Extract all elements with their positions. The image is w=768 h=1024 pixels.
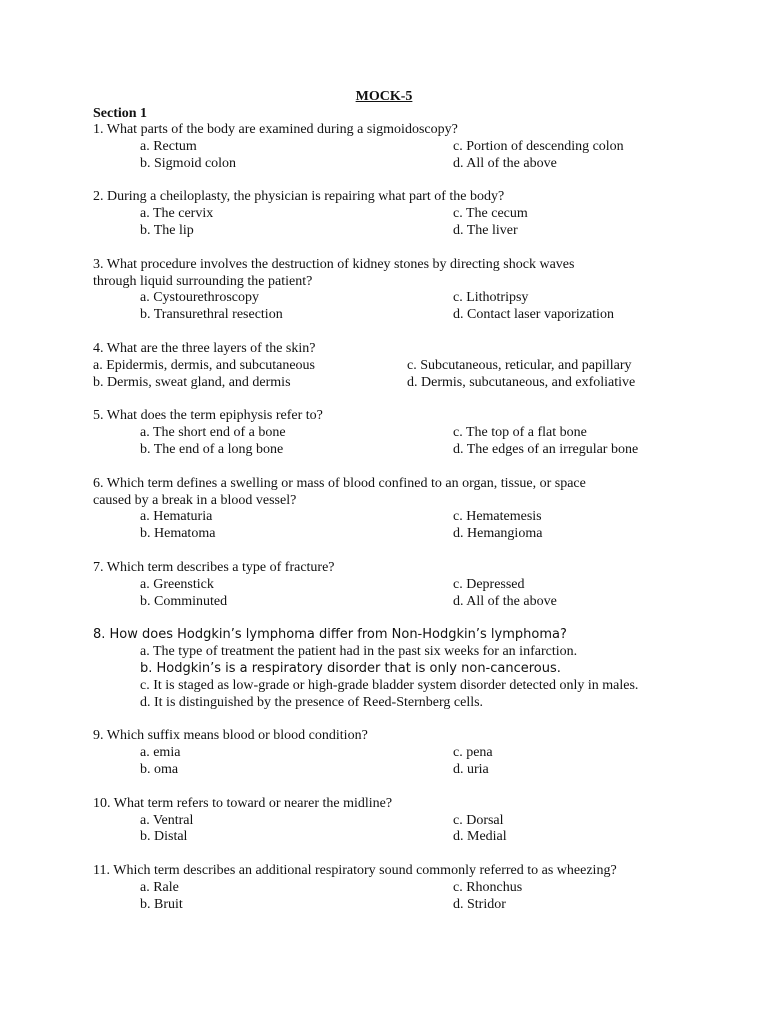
option-d: d. Medial <box>453 829 507 845</box>
option-b: b. Comminuted <box>140 593 228 609</box>
question-stem: 6. Which term defines a swelling or mass of blood confined to an organ, tissue, or space <box>93 475 586 491</box>
answer-options <box>93 577 693 611</box>
option-c: c. pena <box>453 745 493 761</box>
option-b: b. Sigmoid colon <box>140 155 237 171</box>
option-a: a. Hematuria <box>140 509 213 525</box>
option-d: d. Dermis, subcutaneous, and exfoliative <box>407 374 636 390</box>
question-9 <box>93 728 693 778</box>
question-stem: 1. What parts of the body are examined during a sigmoidoscopy? <box>93 122 458 137</box>
option-c: c. Portion of descending colon <box>453 138 624 154</box>
question-stem: 4. What are the three layers of the skin? <box>93 340 316 356</box>
option-c: c. Lithotripsy <box>453 290 529 306</box>
option-d: d. It is distinguished by the presence of Reed-Sternberg cells. <box>140 694 484 710</box>
option-a: a. The short end of a bone <box>140 425 286 441</box>
option-b: b. Hematoma <box>140 526 216 542</box>
option-c: c. Depressed <box>453 576 525 592</box>
option-b: b. The lip <box>140 222 194 238</box>
option-c: c. The cecum <box>453 206 528 222</box>
question-5 <box>93 408 693 458</box>
option-d: d. Stridor <box>453 896 506 912</box>
answer-options <box>93 813 693 847</box>
option-c: c. Subcutaneous, reticular, and papillary <box>407 357 632 373</box>
option-b: b. Dermis, sweat gland, and dermis <box>93 374 291 390</box>
option-a: a. The cervix <box>140 206 214 222</box>
option-a: a. Epidermis, dermis, and subcutaneous <box>93 357 316 373</box>
option-d: d. All of the above <box>453 593 557 609</box>
question-7 <box>93 560 693 610</box>
question-stem-continued: caused by a break in a blood vessel? <box>93 492 297 508</box>
option-b: b. Hodgkin’s is a respiratory disorder that is only non-cancerous. <box>140 660 561 676</box>
option-d: d. The liver <box>453 222 518 238</box>
option-d: d. Contact laser vaporization <box>453 307 614 323</box>
question-list <box>93 122 693 930</box>
section-heading: Section 1 <box>93 106 148 121</box>
page-title: MOCK-5 <box>355 89 413 104</box>
question-stem: 8. How does Hodgkin’s lymphoma differ from Non-Hodgkin’s lymphoma? <box>93 627 567 643</box>
question-stem: 2. During a cheiloplasty, the physician is repairing what part of the body? <box>93 189 505 205</box>
option-b: b. Bruit <box>140 896 183 912</box>
option-b: b. Distal <box>140 829 188 845</box>
option-c: c. It is staged as low-grade or high-grade bladder system disorder detected only in males. <box>140 677 639 693</box>
answer-options <box>93 358 693 392</box>
question-3 <box>93 257 693 324</box>
option-d: d. Hemangioma <box>453 526 543 542</box>
question-6 <box>93 476 693 543</box>
answer-options <box>93 644 693 711</box>
answer-options <box>93 425 693 459</box>
question-10 <box>93 796 693 846</box>
option-b: b. The end of a long bone <box>140 441 284 457</box>
question-stem: 7. Which term describes a type of fracture? <box>93 559 335 575</box>
answer-options <box>93 745 693 779</box>
answer-options <box>93 139 693 173</box>
option-d: d. uria <box>453 761 489 777</box>
option-b: b. Transurethral resection <box>140 307 283 323</box>
question-stem: 5. What does the term epiphysis refer to? <box>93 408 323 424</box>
answer-options <box>93 290 693 324</box>
option-c: c. Dorsal <box>453 812 504 828</box>
question-4 <box>93 341 693 391</box>
option-a: a. The type of treatment the patient had in the past six weeks for an infarction. <box>140 644 578 660</box>
question-2 <box>93 189 693 239</box>
question-8 <box>93 627 693 711</box>
question-stem-continued: through liquid surrounding the patient? <box>93 273 313 289</box>
answer-options <box>93 206 693 240</box>
question-11 <box>93 863 693 913</box>
option-a: a. Rale <box>140 879 179 895</box>
answer-options <box>93 509 693 543</box>
option-c: c. Rhonchus <box>453 879 523 895</box>
question-stem: 3. What procedure involves the destruction of kidney stones by directing shock waves <box>93 256 575 272</box>
option-a: a. Cystourethroscopy <box>140 290 259 306</box>
option-b: b. oma <box>140 761 179 777</box>
option-a: a. Rectum <box>140 138 197 154</box>
option-a: a. emia <box>140 745 181 761</box>
answer-options <box>93 880 693 914</box>
option-c: c. The top of a flat bone <box>453 425 587 441</box>
option-a: a. Ventral <box>140 812 194 828</box>
question-stem: 11. Which term describes an additional respiratory sound commonly referred to as wheezing? <box>93 863 617 879</box>
option-c: c. Hematemesis <box>453 509 542 525</box>
question-stem: 9. Which suffix means blood or blood condition? <box>93 728 368 744</box>
option-a: a. Greenstick <box>140 576 214 592</box>
option-d: d. All of the above <box>453 155 557 171</box>
option-d: d. The edges of an irregular bone <box>453 441 639 457</box>
question-1 <box>93 122 693 172</box>
question-stem: 10. What term refers to toward or nearer the midline? <box>93 795 393 811</box>
